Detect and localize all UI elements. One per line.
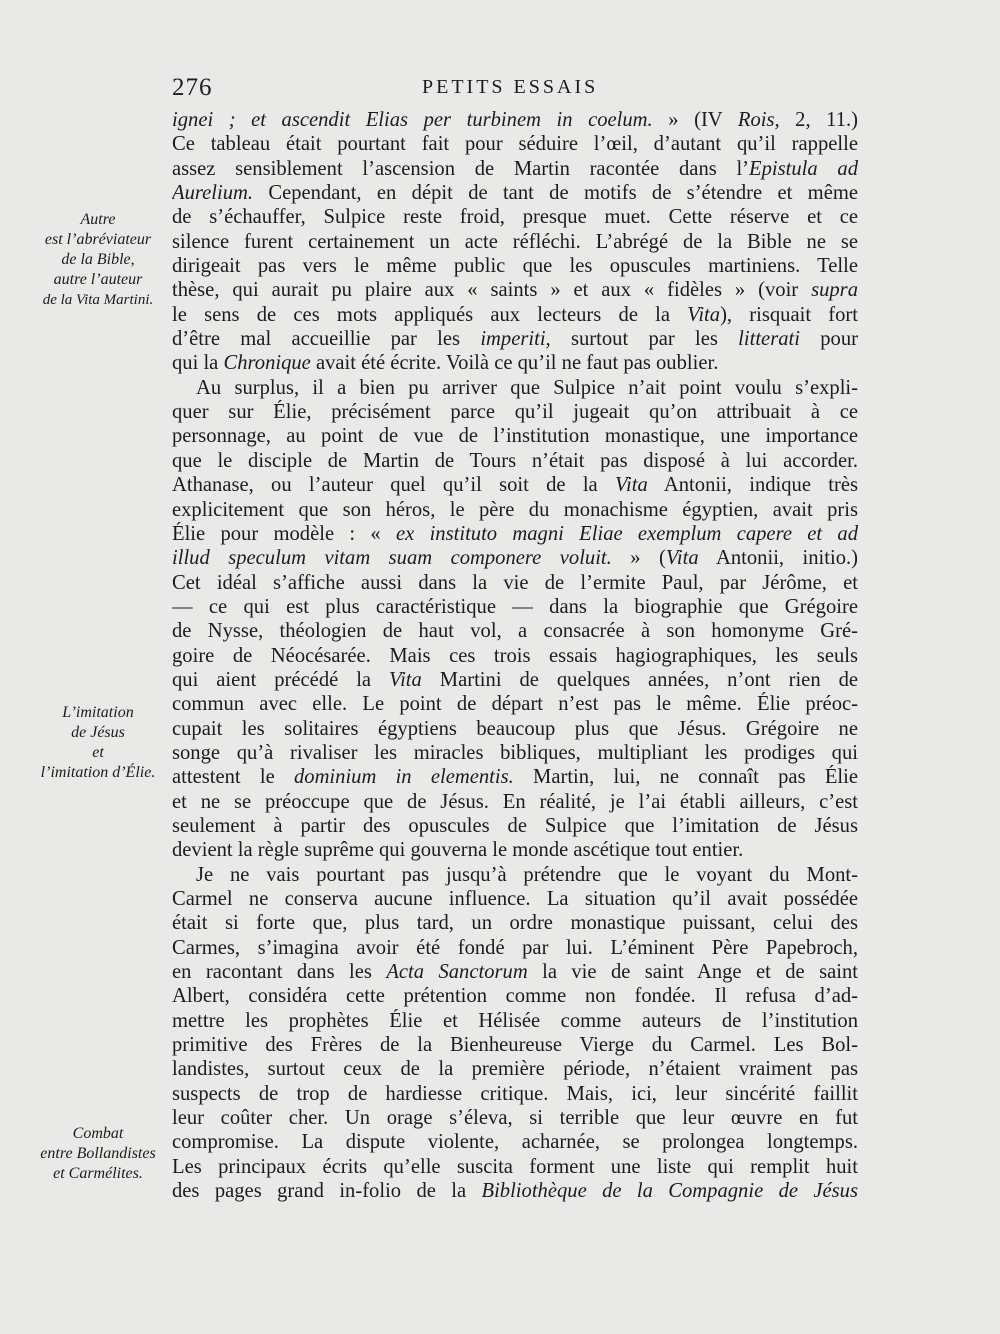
text-line: quer sur Élie, précisément parce qu’il jugeait qu’on attribuait à ce	[172, 401, 858, 424]
margin-note-imitation	[28, 703, 168, 783]
margin-note-line: Autre	[80, 211, 116, 228]
text-line: songe qu’à rivaliser les miracles bibliques, multipliant les prodiges qui	[172, 741, 858, 764]
text-line: Athanase, ou l’auteur quel qu’il soit de la Vita Antonii, indique très	[172, 474, 858, 497]
text-line: assez sensiblement l’ascension de Martin racontée dans l’Epistula ad	[172, 157, 858, 180]
text-line: commun avec elle. Le point de départ n’est pas le même. Élie préoc-	[172, 693, 858, 716]
text-line: thèse, qui aurait pu plaire aux « saints » et aux « fidèles » (voir supra	[172, 279, 858, 302]
margin-note-line: autre l’auteur	[53, 271, 143, 288]
page-header	[172, 74, 858, 104]
text-line: Albert, considéra cette prétention comme non fondée. Il refusa d’ad-	[172, 985, 858, 1008]
text-line: mettre les prophètes Élie et Hélisée comme auteurs de l’institution	[172, 1009, 858, 1032]
text-line: Carmes, s’imagina avoir été fondé par lui. L’éminent Père Papebroch,	[172, 936, 858, 959]
margin-note-combat	[28, 1124, 168, 1184]
text-line: Ce tableau était pourtant fait pour séduire l’œil, d’autant qu’il rappelle	[172, 133, 858, 156]
margin-note-line: L’imitation	[62, 704, 134, 721]
text-line: Au surplus, il a bien pu arriver que Sulpice n’ait point voulu s’expli-	[196, 376, 858, 399]
page-number: 276	[172, 74, 213, 101]
text-line: explicitement que son héros, le père du monachisme égyptien, avait pris	[172, 498, 858, 521]
text-line: des pages grand in-folio de la Bibliothèque de la Compagnie de Jésus	[172, 1180, 858, 1203]
running-head: PETITS ESSAIS	[422, 76, 599, 98]
text-line: Carmel ne conserva aucune influence. La situation qu’il avait possédée	[172, 888, 858, 910]
margin-note-line: de la Vita Martini.	[42, 292, 154, 308]
text-line: devient la règle suprême qui gouverna le monde ascétique tout entier.	[172, 839, 744, 862]
margin-note-line: l’imitation d’Élie.	[40, 764, 156, 781]
margin-note-line: et Carmélites.	[53, 1165, 143, 1182]
text-line: ignei ; et ascendit Elias per turbinem in coelum. » (IV Rois, 2, 11.)	[172, 109, 858, 131]
text-line: personnage, au point de vue de l’institution monastique, une importance	[172, 425, 858, 448]
margin-note-line: entre Bollandistes	[40, 1145, 156, 1162]
body-text	[172, 108, 858, 1203]
text-line: et ne se préoccupe que de Jésus. En réalité, je l’ai établi ailleurs, c’est	[172, 790, 858, 813]
margin-note-line: Combat	[72, 1125, 124, 1142]
margin-note-line: de la Bible,	[61, 251, 135, 268]
text-line: de s’échauffer, Sulpice reste froid, presque muet. Cette réserve et ce	[172, 206, 858, 229]
text-line: seulement à partir des opuscules de Sulpice que l’imitation de Jésus	[172, 814, 858, 837]
text-line: était si forte que, plus tard, un ordre monastique puissant, celui des	[172, 912, 858, 935]
text-line: cupait les solitaires égyptiens beaucoup plus que Jésus. Grégoire ne	[172, 717, 858, 740]
margin-note-line: de Jésus	[71, 724, 125, 741]
text-line: le sens de ces mots appliqués aux lecteurs de la Vita), risquait fort	[172, 303, 858, 326]
text-line: leur coûter cher. Un orage s’éleva, si terrible que leur œuvre en fut	[172, 1107, 858, 1130]
text-line: en racontant dans les Acta Sanctorum la vie de saint Ange et de saint	[172, 961, 858, 984]
text-line: que le disciple de Martin de Tours n’était pas disposé à lui accorder.	[172, 449, 858, 472]
text-line: primitive des Frères de la Bienheureuse Vierge du Carmel. Les Bol-	[172, 1034, 858, 1057]
margin-note-line: est l’abréviateur	[44, 231, 152, 248]
text-line: qui aient précédé la Vita Martini de quelques années, n’ont rien de	[172, 668, 858, 691]
text-line: Les principaux écrits qu’elle suscita forment une liste qui remplit huit	[172, 1155, 858, 1178]
text-line: qui la Chronique avait été écrite. Voilà ce qu’il ne faut pas oublier.	[172, 352, 719, 375]
text-line: — ce qui est plus caractéristique — dans la biographie que Grégoire	[172, 595, 858, 618]
text-line: d’être mal accueillie par les imperiti, surtout par les litterati pour	[172, 328, 858, 351]
text-line: attestent le dominium in elementis. Martin, lui, ne connaît pas Élie	[172, 766, 858, 789]
margin-note-abreviateur	[28, 210, 168, 310]
text-line: Cet idéal s’affiche aussi dans la vie de l’ermite Paul, par Jérôme, et	[172, 571, 858, 594]
text-line: dirigeait pas vers le même public que les opuscules martiniens. Telle	[172, 255, 858, 278]
text-line: illud speculum vitam suam componere voluit. » (Vita Antonii, initio.)	[172, 547, 858, 570]
text-line: silence furent certainement un acte réfléchi. L’abrégé de la Bible ne se	[172, 230, 858, 253]
text-line: compromise. La dispute violente, acharnée, se prolongea longtemps.	[172, 1131, 858, 1154]
text-line: de Nysse, théologien de haut vol, a consacrée à son homonyme Gré-	[172, 620, 858, 643]
margin-note-line: et	[92, 744, 104, 761]
text-line: Élie pour modèle : « ex instituto magni Eliae exemplum capere et ad	[172, 522, 858, 545]
text-line: Je ne vais pourtant pas jusqu’à prétendre que le voyant du Mont-	[196, 863, 858, 886]
text-line: goire de Néocésarée. Mais ces trois essais hagiographiques, les seuls	[172, 644, 858, 667]
text-line: suspects de trop de hardiesse critique. Mais, ici, leur sincérité faillit	[172, 1082, 858, 1105]
text-line: landistes, surtout ceux de la première période, n’étaient vraiment pas	[172, 1058, 858, 1081]
text-line: Aurelium. Cependant, en dépit de tant de motifs de s’étendre et même	[172, 182, 858, 205]
